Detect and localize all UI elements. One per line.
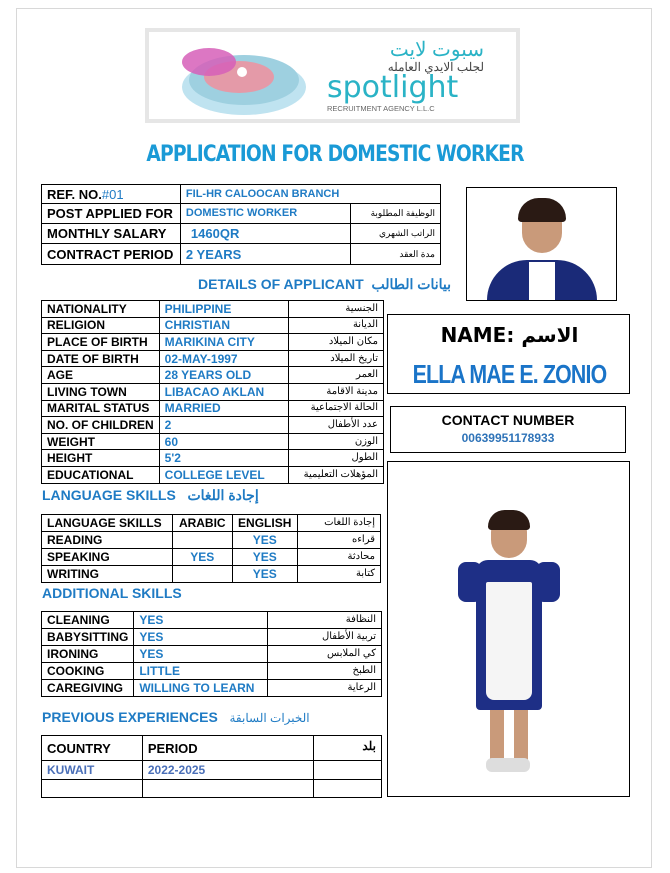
logo-arabic-sub: لجلب الايدي العامله (387, 60, 484, 74)
table-row (42, 646, 382, 663)
row-label-arabic: عدد الأطفال (288, 417, 384, 434)
row-value: 28 YEARS OLD (159, 367, 288, 384)
table-row (42, 680, 382, 697)
row-value: 60 (159, 433, 288, 450)
details-table (41, 300, 384, 484)
row-label-arabic: مكان الميلاد (288, 334, 384, 351)
row-value: YES (134, 646, 267, 663)
branch: FIL-HR CALOOCAN BRANCH (180, 185, 350, 204)
contact-box (390, 406, 626, 453)
row-label-arabic: المؤهلات التعليمية (288, 466, 384, 483)
ref-cell: REF. NO.#01 (42, 185, 181, 204)
contact-label: CONTACT NUMBER (441, 412, 575, 428)
row-value: WILLING TO LEARN (134, 680, 267, 697)
logo-arabic-name: سبوت لايت (389, 39, 484, 61)
row-label-arabic: تربية الأطفال (267, 629, 381, 646)
row-label: NATIONALITY (42, 301, 160, 318)
row-label-arabic: مدينة الاقامة (288, 383, 384, 400)
table-row (42, 334, 384, 351)
job-table (41, 184, 441, 265)
language-heading: LANGUAGE SKILLS إجادة اللغات (42, 487, 259, 503)
table-row (42, 663, 382, 680)
row-value: 02-MAY-1997 (159, 350, 288, 367)
table-row (42, 383, 384, 400)
row-label: WEIGHT (42, 433, 160, 450)
contact-number: 00639951178933 (461, 431, 555, 445)
applicant-name: ELLA MAE E. ZONIO (412, 359, 607, 389)
row-label: LIVING TOWN (42, 383, 160, 400)
row-label: IRONING (42, 646, 134, 663)
row-value: PHILIPPINE (159, 301, 288, 318)
row-value: COLLEGE LEVEL (159, 466, 288, 483)
row-label: EDUCATIONAL (42, 466, 160, 483)
language-table (41, 514, 381, 583)
row-label-arabic: كي الملابس (267, 646, 381, 663)
row-label: NO. OF CHILDREN (42, 417, 160, 434)
row-label: RELIGION (42, 317, 160, 334)
table-row (42, 367, 384, 384)
name-box (387, 314, 630, 394)
row-label: CLEANING (42, 612, 134, 629)
row-value: MARRIED (159, 400, 288, 417)
experience-header-row: COUNTRY PERIOD بلد (42, 736, 382, 761)
row-label: CAREGIVING (42, 680, 134, 697)
table-row (42, 350, 384, 367)
row-label-arabic: النظافة (267, 612, 381, 629)
row-value: 5'2 (159, 450, 288, 467)
table-row (42, 629, 382, 646)
details-heading: DETAILS OF APPLICANT بيانات الطالب (198, 276, 451, 292)
row-label-arabic: الديانة (288, 317, 384, 334)
table-row (42, 450, 384, 467)
job-row: MONTHLY SALARY 1460QR الراتب الشهري (42, 224, 441, 244)
experience-table (41, 735, 382, 798)
agency-logo (145, 28, 520, 123)
row-label-arabic: الرعاية (267, 680, 381, 697)
logo-brand: spotlight (327, 70, 459, 105)
row-label: COOKING (42, 663, 134, 680)
additional-heading: ADDITIONAL SKILLS (42, 585, 182, 601)
table-row (42, 612, 382, 629)
row-label: PLACE OF BIRTH (42, 334, 160, 351)
language-header-row: LANGUAGE SKILLS ARABIC ENGLISH إجادة اللغات (42, 515, 381, 532)
row-value: MARIKINA CITY (159, 334, 288, 351)
table-row (42, 433, 384, 450)
job-row: CONTRACT PERIOD 2 YEARS مدة العقد (42, 244, 441, 265)
row-value: 2 (159, 417, 288, 434)
table-row (42, 317, 384, 334)
applicant-full-body-photo (387, 461, 630, 797)
table-row (42, 417, 384, 434)
row-value: CHRISTIAN (159, 317, 288, 334)
job-row: POST APPLIED FOR DOMESTIC WORKER الوظيفة المطلوبة (42, 204, 441, 224)
table-row (42, 466, 384, 483)
row-value: LITTLE (134, 663, 267, 680)
logo-sub: RECRUITMENT AGENCY L.L.C (327, 104, 435, 113)
row-label-arabic: الوزن (288, 433, 384, 450)
row-label: DATE OF BIRTH (42, 350, 160, 367)
row-label-arabic: العمر (288, 367, 384, 384)
row-value: LIBACAO AKLAN (159, 383, 288, 400)
row-label-arabic: الحالة الاجتماعية (288, 400, 384, 417)
row-label: HEIGHT (42, 450, 160, 467)
row-label-arabic: الطبخ (267, 663, 381, 680)
language-row: READING YES قراءه (42, 532, 381, 549)
row-label-arabic: الطول (288, 450, 384, 467)
language-row: WRITING YES كتابة (42, 566, 381, 583)
row-value: YES (134, 612, 267, 629)
additional-skills-table (41, 611, 382, 697)
experience-row: KUWAIT 2022-2025 (42, 761, 382, 780)
table-row (42, 301, 384, 318)
applicant-portrait-photo (466, 187, 617, 301)
row-label-arabic: الجنسية (288, 301, 384, 318)
row-label: MARITAL STATUS (42, 400, 160, 417)
name-label: NAME: الاسم (440, 323, 579, 347)
experience-row (42, 780, 382, 798)
experience-heading: PREVIOUS EXPERIENCES الخبرات السابقة (42, 709, 310, 725)
language-row: SPEAKING YES YES محادثة (42, 549, 381, 566)
page-title: APPLICATION FOR DOMESTIC WORKER (146, 142, 524, 167)
row-value: YES (134, 629, 267, 646)
row-label: BABYSITTING (42, 629, 134, 646)
row-label-arabic: تاريخ الميلاد (288, 350, 384, 367)
row-label: AGE (42, 367, 160, 384)
table-row (42, 400, 384, 417)
